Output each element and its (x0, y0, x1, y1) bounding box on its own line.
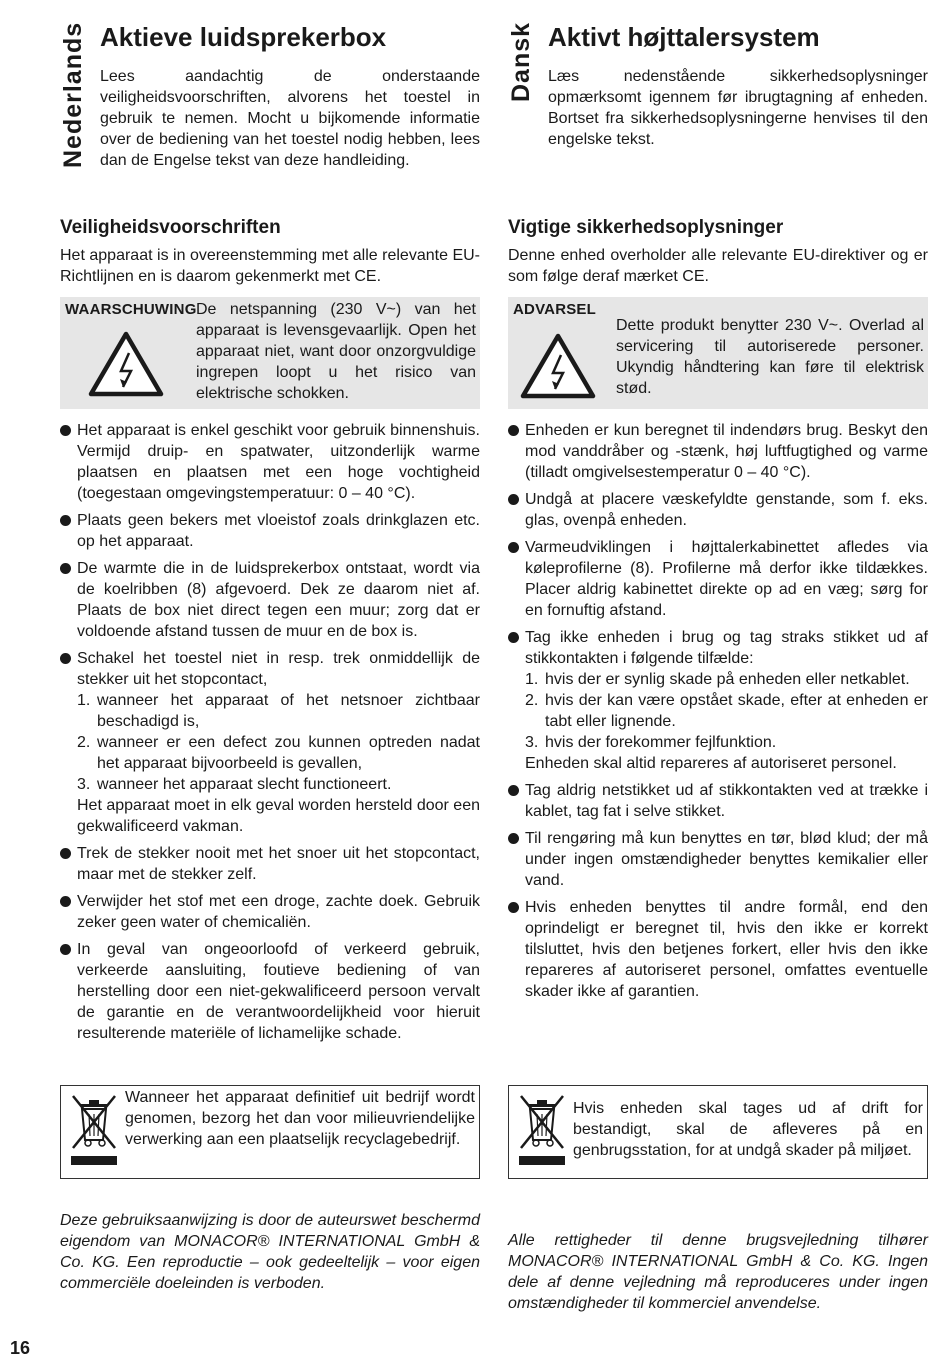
disposal-notice (60, 1085, 480, 1179)
list-item-text: Het apparaat is enkel geschikt voor gebruik binnenshuis. Vermijd druip- en spatwater, uitzonderlijk warme plaatsen en plaatsen met een hoge vochtigheid (toegestaan omgevingstemperatuur: 0 – 40 °C). (77, 422, 480, 502)
sublist-text: wanneer het apparaat of het netsnoer zichtbaar beschadigd is, (97, 692, 480, 730)
list-item (508, 627, 928, 774)
bullet-icon (508, 425, 519, 436)
list-item-text: In geval van ongeoorloofd of verkeerd gebruik, verkeerde aansluiting, foutieve bediening of van herstelling door een niet-gekwalificeerd persoon vervalt de garantie en de verantwoordelijkheid voor hieruit resulterende materiële of lichamelijke schade. (77, 941, 480, 1042)
language-tab: Nederlands (59, 22, 87, 169)
list-item (60, 558, 480, 642)
section-heading: Vigtige sikkerhedsoplysninger (508, 217, 784, 238)
list-item-text: Plaats geen bekers met vloeistof zoals drinkglazen etc. op het apparaat. (77, 512, 480, 550)
bullet-icon (508, 902, 519, 913)
safety-list (60, 420, 480, 1050)
list-item (508, 537, 928, 621)
sublist-number: 3. (77, 776, 91, 793)
high-voltage-warning-icon (520, 333, 596, 399)
intro-text: Læs nedenstående sikkerhedsoplysninger opmærksomt igennem før ibrugtagning af enheden. Bortset fra sikkerhedsoplysningerne henvises til den engelske tekst. (548, 68, 928, 148)
sublist-text: hvis der er synlig skade på enheden eller netkablet. (545, 671, 910, 688)
list-item-text: De warmte die in de luidsprekerbox ontstaat, wordt via de koelribben (8) afgevoerd. Dek ze daarom niet af. Plaats de box niet direct tegen een muur; zorg dat er voldoende afstand tussen de muur en de box is. (77, 560, 480, 640)
bullet-icon (60, 944, 71, 955)
warning-label: ADVARSEL (513, 301, 596, 318)
high-voltage-warning-icon (88, 331, 164, 397)
bullet-icon (60, 653, 71, 664)
sublist-item (525, 732, 928, 753)
sublist-number: 2. (525, 692, 539, 709)
bullet-icon (60, 563, 71, 574)
list-item-text: Undgå at placere væskefyldte genstande, som f. eks. glas, ovenpå enheden. (525, 491, 928, 529)
list-item-text: Verwijder het stof met een droge, zachte doek. Gebruik zeker geen water of chemicaliën. (77, 893, 480, 931)
sublist-text: wanneer er een defect zou kunnen optreden nadat het apparaat bijvoorbeeld is gevallen, (97, 734, 480, 772)
list-item (508, 489, 928, 531)
ce-mark: CE (682, 268, 705, 285)
disposal-text: Hvis enheden skal tages ud af drift for bestandigt, skal de afleveres på en genbrugsstation, for at undgå skader på miljøet. (573, 1100, 923, 1159)
sublist-number: 1. (525, 671, 539, 688)
sublist-note: Het apparaat moet in elk geval worden hersteld door een gekwalificeerd vakman. (77, 797, 480, 835)
bullet-icon (508, 494, 519, 505)
sublist-text: wanneer het apparaat slecht functioneert. (97, 776, 392, 793)
sublist-number: 1. (77, 692, 91, 709)
list-item (60, 510, 480, 552)
bullet-icon (60, 515, 71, 526)
disposal-text: Wanneer het apparaat definitief uit bedrijf wordt genomen, bezorg het dan voor milieuvriendelijke verwerking aan een plaatselijk recyclagebedrijf. (125, 1089, 475, 1148)
list-item-text: Varmeudviklingen i højttalerkabinettet afledes via køleprofilerne (8). Profilerne må derfor ikke tildækkes. Placer aldrig kabinettet direkte op ad en væg; sørg for en fornuftig afstand. (525, 539, 928, 619)
warning-box (508, 297, 928, 409)
list-item (60, 891, 480, 933)
sublist-item (77, 732, 480, 774)
bullet-icon (60, 425, 71, 436)
numbered-sublist (525, 669, 928, 753)
warning-text: Dette produkt benytter 230 V~. Overlad al servicering til autoriserede personer. Ukyndig håndtering kan føre til elektrisk stød. (616, 317, 924, 397)
list-item-text: Tag aldrig netstikket ud af stikkontakten ved at trække i kablet, tag fat i selve stikket. (525, 782, 928, 820)
sublist-text: hvis der kan være opstået skade, efter at enheden er tabt eller lignende. (545, 692, 928, 730)
bullet-icon (508, 632, 519, 643)
bullet-icon (508, 785, 519, 796)
bullet-icon (508, 542, 519, 553)
page-title: Aktieve luidsprekerbox (100, 22, 387, 52)
list-item (60, 420, 480, 504)
list-item-text: Tag ikke enheden i brug og tag straks stikket ud af stikkontakten i følgende tilfælde: (525, 629, 928, 667)
ce-mark: CE (354, 268, 377, 285)
list-item (60, 939, 480, 1044)
crossed-out-wheelie-bin-icon (517, 1094, 567, 1166)
sublist-item (525, 669, 928, 690)
section-heading: Veiligheidsvoorschriften (60, 217, 281, 238)
warning-label: WAARSCHUWING (65, 301, 197, 318)
sublist-item (77, 774, 480, 795)
list-item (508, 828, 928, 891)
ce-statement-text: Denne enhed overholder alle relevante EU-direktiver og er som følge deraf mærket (508, 247, 928, 285)
warning-box (60, 297, 480, 409)
list-item (60, 843, 480, 885)
copyright-notice: Alle rettigheder til denne brugsvejledning tilhører MONACOR® INTERNATIONAL GmbH & Co. KG. Ingen dele af denne vejledning må reproduceres under ingen omstændigheder til kommerciel anvendelse. (508, 1232, 928, 1312)
warning-text: De netspanning (230 V~) van het apparaat is levensgevaarlijk. Open het apparaat niet, want door onzorgvuldige ingrepen loopt u het risico van elektrische schokken. (196, 301, 476, 402)
bullet-icon (508, 833, 519, 844)
bullet-icon (60, 896, 71, 907)
page-number: 16 (10, 1338, 31, 1358)
list-item-text: Til rengøring må kun benyttes en tør, blød klud; der må under ingen omstændigheder benyttes kemikalier eller vand. (525, 830, 928, 889)
crossed-out-wheelie-bin-icon (69, 1094, 119, 1166)
list-item-text: Trek de stekker nooit met het snoer uit het stopcontact, maar met de stekker zelf. (77, 845, 480, 883)
sublist-item (77, 690, 480, 732)
list-item (60, 648, 480, 837)
list-item (508, 780, 928, 822)
sublist-note: Enheden skal altid repareres af autoriseret personel. (525, 755, 897, 772)
sublist-number: 3. (525, 734, 539, 751)
language-tab: Dansk (507, 22, 535, 103)
ce-statement-text: Het apparaat is in overeenstemming met alle relevante EU-Richtlijnen en is daarom gekenmerkt met (60, 247, 480, 285)
intro-text: Lees aandachtig de onderstaande veiligheidsvoorschriften, alvorens het toestel in gebruik te nemen. Mocht u bijkomende informatie over de bediening van het toestel nodig hebben, lees dan de Engelse tekst van deze handleiding. (100, 68, 480, 169)
sublist-number: 2. (77, 734, 91, 751)
disposal-notice (508, 1085, 928, 1179)
list-item (508, 420, 928, 483)
copyright-notice: Deze gebruiksaanwijzing is door de auteurswet beschermd eigendom van MONACOR® INTERNATIONAL GmbH & Co. KG. Een reproductie – ook gedeeltelijk – voor eigen commerciële doeleinden is verboden. (60, 1212, 480, 1292)
page-title: Aktivt højttalersystem (548, 22, 820, 52)
list-item-text: Hvis enheden benyttes til andre formål, end den oprindeligt er beregnet til, hvis den ikke er korrekt tilsluttet, hvis den betjenes forkert, eller hvis den ikke repareres af autoriseret personel, omfattes eventuelle skader ikke af garantien. (525, 899, 928, 1000)
ce-statement: Denne enhed overholder alle relevante EU-direktiver og er som følge deraf mærket CE. (508, 247, 928, 285)
sublist-item (525, 690, 928, 732)
bullet-icon (60, 848, 71, 859)
list-item-text: Schakel het toestel niet in resp. trek onmiddellijk de stekker uit het stopcontact, (77, 650, 480, 688)
ce-statement: Het apparaat is in overeenstemming met alle relevante EU-Richtlijnen en is daarom gekenmerkt met CE. (60, 247, 480, 285)
numbered-sublist (77, 690, 480, 795)
sublist-text: hvis der forekommer fejlfunktion. (545, 734, 777, 751)
safety-list (508, 420, 928, 1008)
list-item-text: Enheden er kun beregnet til indendørs brug. Beskyt den mod vanddråber og -stænk, høj luftfugtighed og varme (tilladt omgivelsestemperatur 0 – 40 °C). (525, 422, 928, 481)
list-item (508, 897, 928, 1002)
